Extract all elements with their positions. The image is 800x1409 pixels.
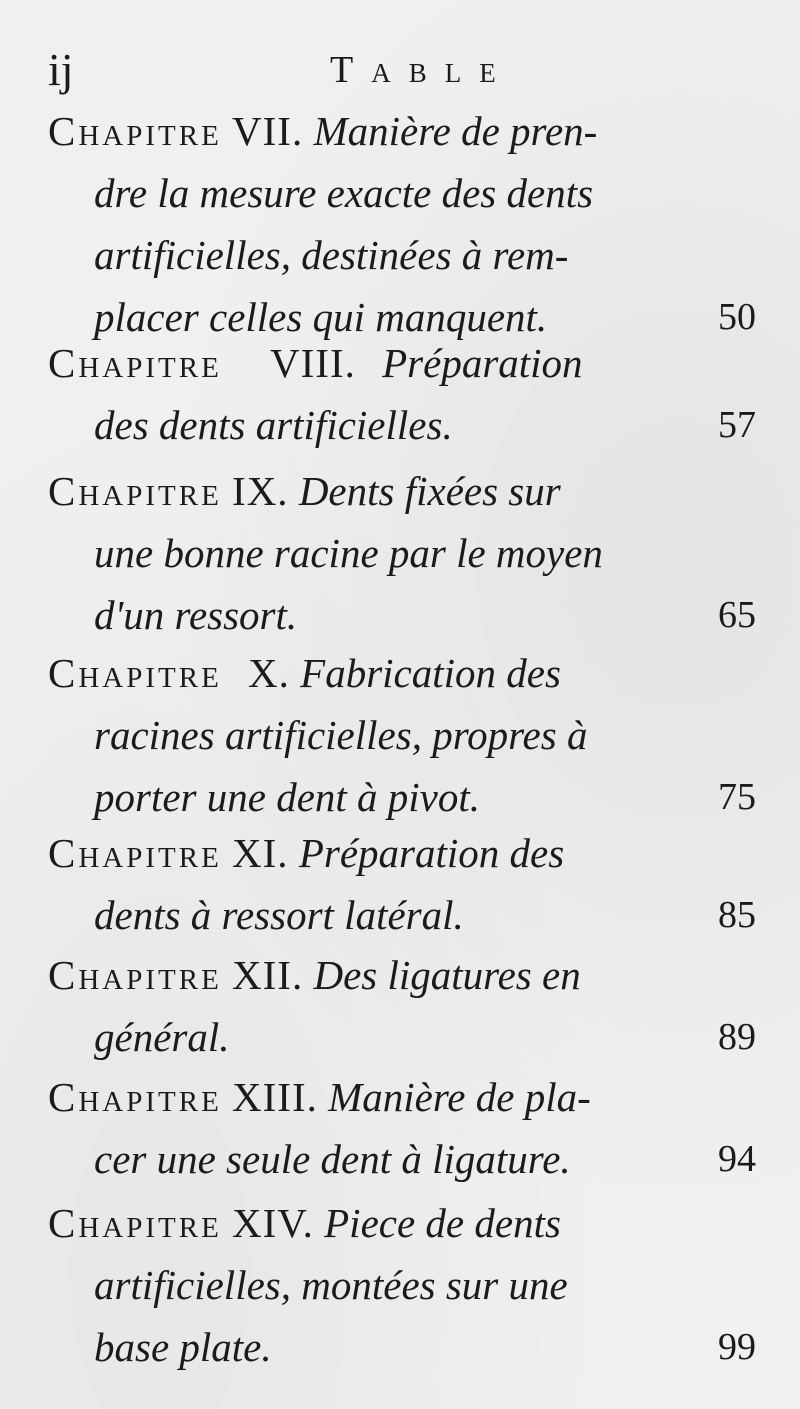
chapter-title-line: artificielles, montées sur une	[94, 1262, 568, 1308]
chapter-number: XII.	[232, 952, 304, 998]
folio-number: ij	[48, 44, 74, 95]
chapter-number: VII.	[232, 108, 304, 154]
chapter-title-line: Préparation	[382, 340, 583, 386]
running-title: Table	[330, 49, 514, 91]
chapter-label: Chapitre	[48, 830, 222, 876]
chapter-label: Chapitre	[48, 340, 222, 386]
toc-entry-chapter-14	[48, 1192, 756, 1378]
toc-entry-chapter-9	[48, 460, 756, 646]
page-number: 57	[718, 404, 756, 446]
toc-entry-chapter-12	[48, 944, 756, 1068]
chapter-title-line: Manière de pla-	[328, 1074, 591, 1120]
chapter-number: XI.	[232, 830, 289, 876]
chapter-number: X.	[248, 650, 290, 696]
chapter-number: XIV.	[232, 1200, 314, 1246]
chapter-title-line: cer une seule dent à ligature.	[94, 1136, 571, 1182]
toc-entry-chapter-13	[48, 1066, 756, 1190]
chapter-title-line: une bonne racine par le moyen	[94, 530, 603, 576]
chapter-title-line: général.	[94, 1014, 230, 1060]
chapter-number: IX.	[232, 468, 289, 514]
chapter-title-line: dents à ressort latéral.	[94, 892, 464, 938]
chapter-title-line: base plate.	[94, 1324, 272, 1370]
chapter-label: Chapitre	[48, 108, 222, 154]
toc-entry-chapter-11	[48, 822, 756, 946]
chapter-title-line: Manière de pren-	[313, 108, 598, 154]
chapter-number: XIII.	[232, 1074, 318, 1120]
page-number: 85	[718, 894, 756, 936]
page-header	[40, 40, 760, 100]
page-number: 94	[718, 1138, 756, 1180]
chapter-label: Chapitre	[48, 468, 222, 514]
toc-entry-chapter-10	[48, 642, 756, 828]
page-number: 75	[718, 776, 756, 818]
chapter-label: Chapitre	[48, 650, 222, 696]
chapter-title-line: Dents fixées sur	[298, 468, 561, 514]
page-number: 89	[718, 1016, 756, 1058]
chapter-label: Chapitre	[48, 1074, 222, 1120]
chapter-title-line: d'un ressort.	[94, 592, 298, 638]
chapter-title-line: dre la mesure exacte des dents	[94, 170, 594, 216]
page-number: 99	[718, 1326, 756, 1368]
page-number: 50	[718, 296, 756, 338]
chapter-title-line: porter une dent à pivot.	[94, 774, 481, 820]
chapter-title-line: racines artificielles, propres à	[94, 712, 588, 758]
chapter-label: Chapitre	[48, 952, 222, 998]
chapter-title-line: Préparation des	[298, 830, 565, 876]
chapter-title-line: placer celles qui manquent.	[94, 294, 548, 340]
chapter-title-line: Piece de dents	[324, 1200, 561, 1246]
chapter-title-line: des dents artificielles.	[94, 402, 453, 448]
chapter-label: Chapitre	[48, 1200, 222, 1246]
chapter-title-line: artificielles, destinées à rem-	[94, 232, 569, 278]
chapter-title-line: Des ligatures en	[313, 952, 581, 998]
toc-entry-chapter-7	[48, 100, 756, 348]
page-number: 65	[718, 594, 756, 636]
toc-entry-chapter-8	[48, 332, 756, 456]
chapter-number: VIII.	[270, 340, 356, 386]
chapter-title-line: Fabrication des	[300, 650, 561, 696]
